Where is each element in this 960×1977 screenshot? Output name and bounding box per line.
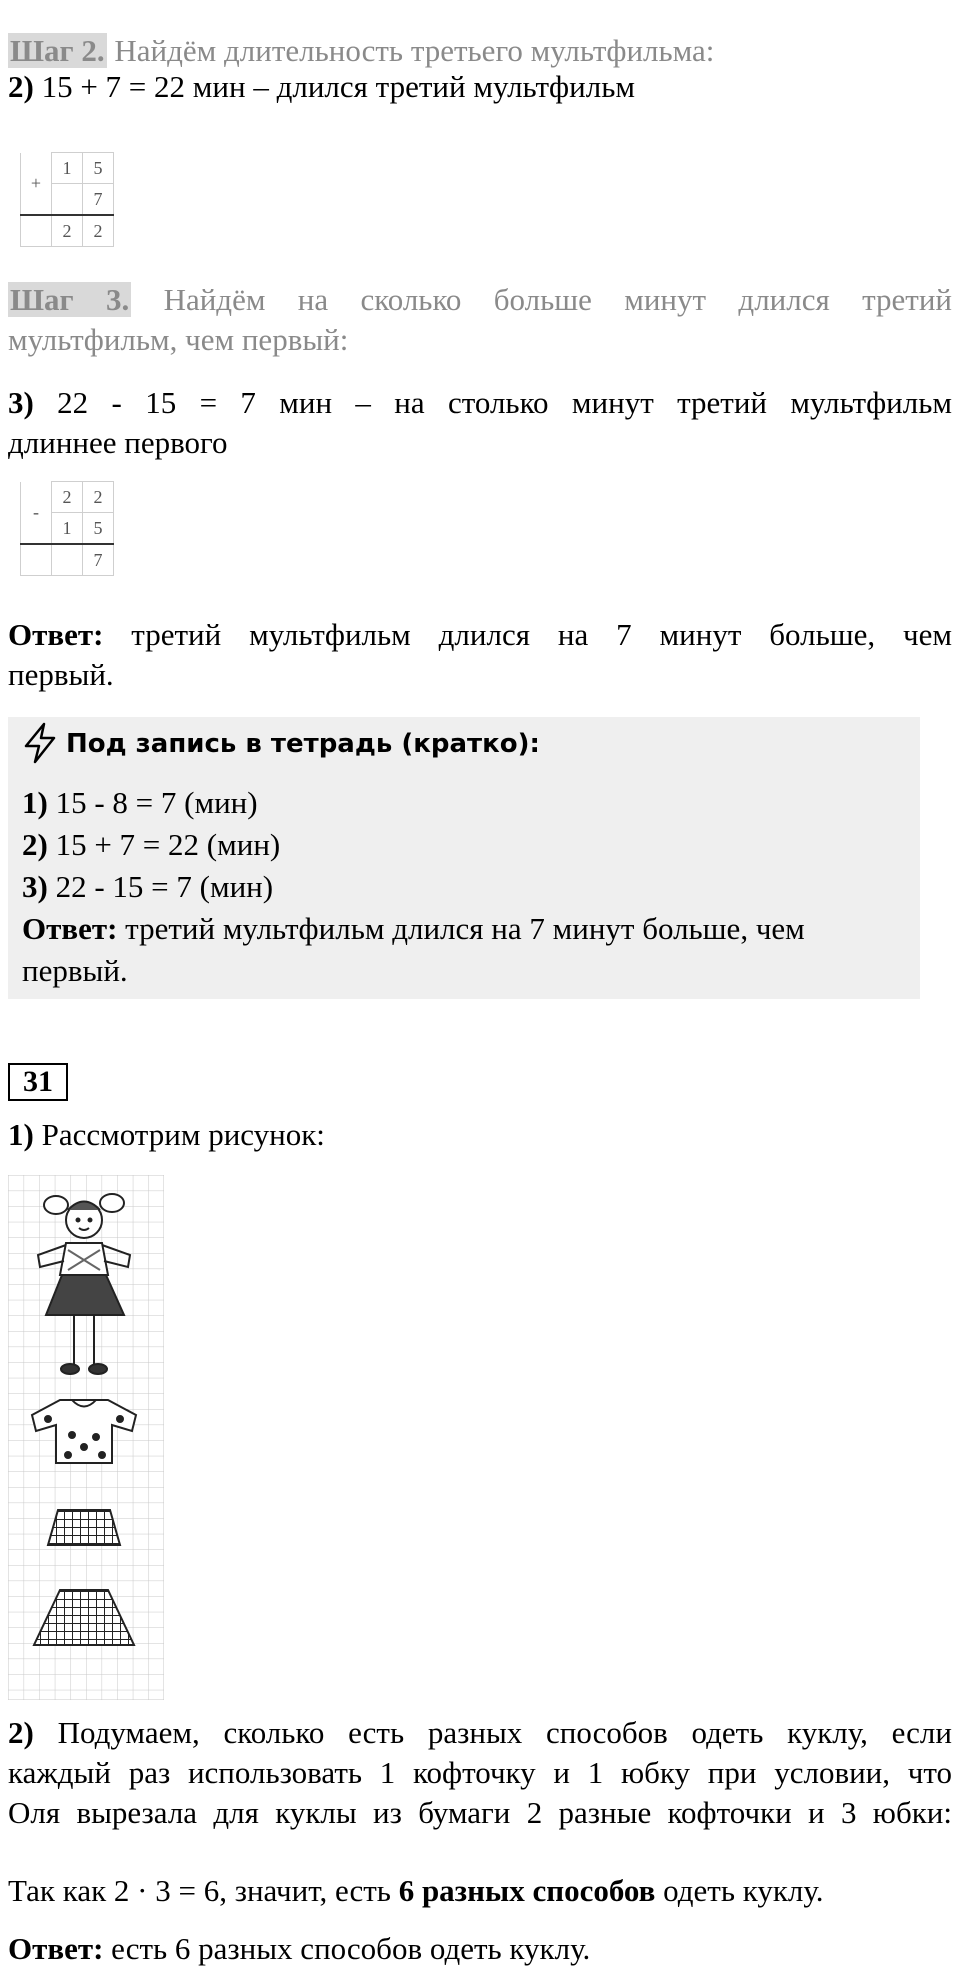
column-subtraction [20, 481, 114, 576]
step3-text-line2: мультфильм, чем первый: [8, 322, 349, 357]
step3-calc-line2: длиннее первого [8, 425, 228, 460]
lightning-icon [20, 721, 60, 765]
digit [52, 544, 83, 576]
step3-heading [8, 280, 952, 320]
task31-answer-text: есть 6 разных способов одеть куклу. [103, 1931, 591, 1966]
note-text: 15 - 8 = 7 (мин) [47, 785, 258, 820]
column-addition [20, 152, 114, 247]
note-answer-line1 [22, 909, 805, 949]
task31-answer-label: Ответ: [8, 1931, 104, 1966]
item1-num: 1) [8, 1117, 34, 1152]
item2-num: 2) [8, 1715, 34, 1750]
answer-label: Ответ: [8, 617, 104, 652]
step2-text: Найдём длительность третьего мультфильма: [106, 33, 715, 68]
digit: 1 [52, 513, 83, 545]
answer-text: третий мультфильм длился на 7 минут больше, чем [103, 617, 952, 652]
digit: 2 [52, 215, 83, 247]
step3-calc [8, 383, 952, 423]
task31-item1 [8, 1115, 325, 1155]
digit: 2 [52, 482, 83, 513]
plus-sign: + [21, 153, 52, 216]
step2-heading [8, 31, 714, 71]
digit: 7 [83, 184, 114, 216]
note-line-1 [22, 783, 258, 823]
note-text: 15 + 7 = 22 (мин) [47, 827, 281, 862]
digit: 2 [83, 215, 114, 247]
task31-reason [8, 1871, 824, 1911]
note-num: 1) [22, 785, 48, 820]
item1-text: Рассмотрим рисунок: [33, 1117, 325, 1152]
step3-label: Шаг 3. [10, 282, 130, 317]
reason-suffix: одеть куклу. [655, 1873, 824, 1908]
answer-line2: первый. [8, 657, 114, 692]
step3-text: Найдём на сколько больше минут длился третий [131, 282, 952, 317]
note-answer-label: Ответ: [22, 911, 118, 946]
minus-sign: - [21, 482, 52, 545]
note-answer-text: третий мультфильм длился на 7 минут больше, чем [117, 911, 805, 946]
task31-item2-line3: Оля вырезала для куклы из бумаги 2 разные кофточки и 3 юбки: [8, 1795, 952, 1830]
item2-text: Подумаем, сколько есть разных способов одеть куклу, если [33, 1715, 952, 1750]
step2-calc-num: 2) [8, 69, 34, 104]
note-line-3 [22, 867, 273, 907]
reason-bold: 6 разных способов [398, 1873, 656, 1908]
digit: 2 [83, 482, 114, 513]
task31-item2-line2: каждый раз использовать 1 кофточку и 1 юбку при условии, что [8, 1755, 952, 1790]
note-line-2 [22, 825, 280, 865]
answer-line1 [8, 615, 952, 655]
digit [21, 544, 52, 576]
note-num: 3) [22, 869, 48, 904]
note-num: 2) [22, 827, 48, 862]
step2-calc-text: 15 + 7 = 22 мин – длился третий мультфильм [33, 69, 635, 104]
digit [52, 184, 83, 216]
digit: 1 [52, 153, 83, 184]
step2-calc [8, 67, 635, 107]
task31-item2-line1 [8, 1713, 952, 1753]
notebook-title: Под запись в тетрадь (кратко): [66, 729, 540, 759]
doll-clothes-image [8, 1175, 164, 1700]
reason-prefix: Так как 2 · 3 = 6, значит, есть [8, 1873, 399, 1908]
step3-calc-num: 3) [8, 385, 34, 420]
task-number: 31 [8, 1063, 68, 1101]
digit [21, 215, 52, 247]
digit: 5 [83, 153, 114, 184]
digit: 5 [83, 513, 114, 545]
step2-label: Шаг 2. [10, 33, 105, 68]
task31-answer [8, 1929, 590, 1969]
note-text: 22 - 15 = 7 (мин) [47, 869, 274, 904]
step3-calc-text: 22 - 15 = 7 мин – на столько минут третий мультфильм [33, 385, 952, 420]
note-answer-line2: первый. [22, 953, 128, 988]
digit: 7 [83, 544, 114, 576]
